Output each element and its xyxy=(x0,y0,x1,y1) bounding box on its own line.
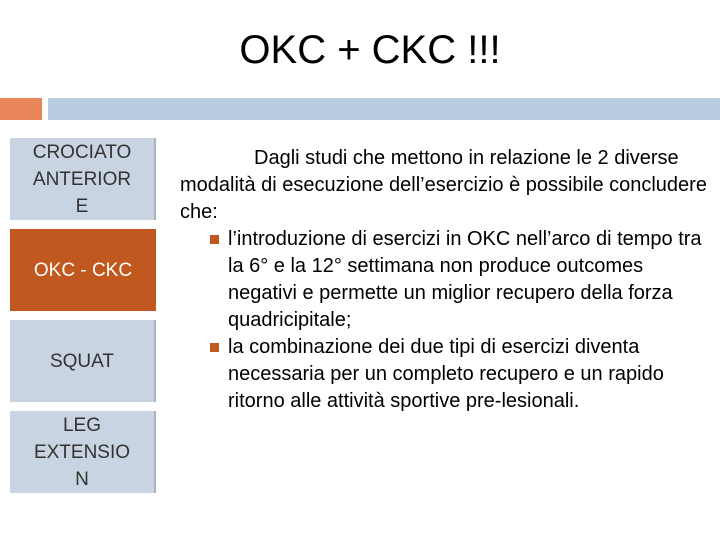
square-bullet-icon xyxy=(210,343,219,352)
sidebar-item-label-line: EXTENSIO xyxy=(33,441,131,463)
sidebar-item-label-line: LEG xyxy=(62,414,101,436)
content-body xyxy=(180,145,710,415)
sidebar-item-label-line: OKC - CKC xyxy=(33,259,133,281)
sidebar-item-label-line: CROCIATO xyxy=(32,141,132,163)
square-bullet-icon xyxy=(210,235,219,244)
bullet-item xyxy=(180,334,710,415)
sidebar-item-label-line: SQUAT xyxy=(49,350,115,372)
sidebar-item-squat[interactable] xyxy=(10,320,156,402)
sidebar-item-okc-ckc[interactable] xyxy=(10,229,156,311)
bullet-text: l’introduzione di esercizi in OKC nell’arco di tempo tra la 6° e la 12° settimana non produce outcomes negativi e permette un miglior recupero della forza quadricipitale; xyxy=(228,228,702,331)
sidebar-item-label-line: N xyxy=(75,468,89,490)
sidebar-item-label-line: E xyxy=(75,195,89,217)
accent-bar-blue xyxy=(48,98,720,120)
sidebar-item-leg-extension[interactable] xyxy=(10,411,156,493)
intro-paragraph: Dagli studi che mettono in relazione le 2 diverse modalità di esecuzione dell’esercizio è possibile concludere che: xyxy=(180,147,707,223)
accent-bar-orange xyxy=(0,98,42,120)
slide-title: OKC + CKC !!! xyxy=(239,28,501,72)
sidebar-item-crociato-anteriore[interactable] xyxy=(10,138,156,220)
sidebar-item-label-line: ANTERIOR xyxy=(32,168,132,190)
bullet-item xyxy=(180,226,710,334)
bullet-text: la combinazione dei due tipi di esercizi diventa necessaria per un completo recupero e un rapido ritorno alle attività sportive pre-lesionali. xyxy=(228,336,664,412)
